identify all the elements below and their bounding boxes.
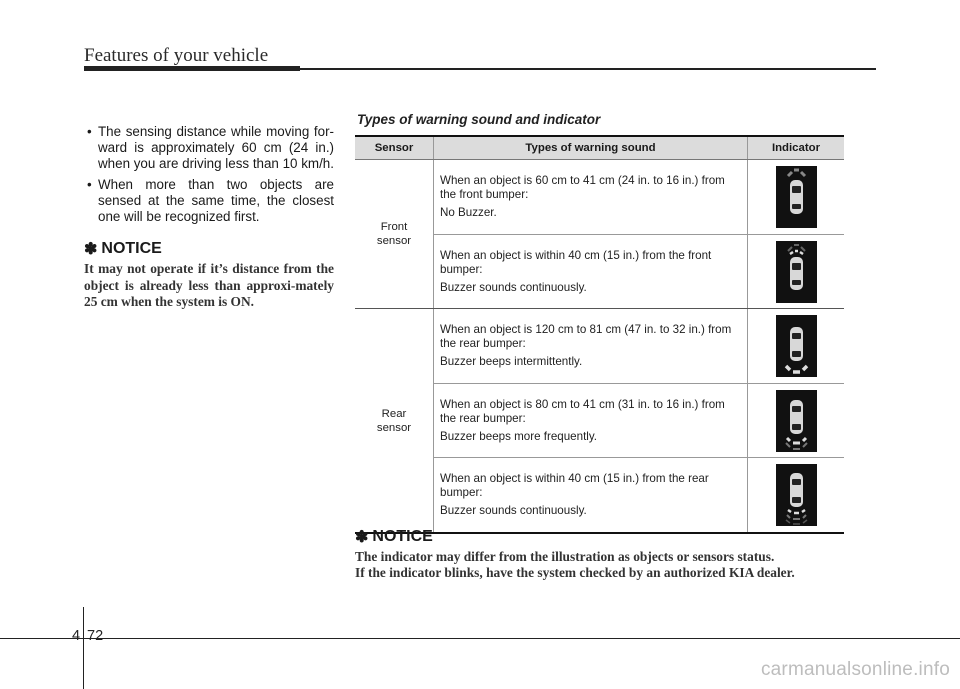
left-column [84, 124, 334, 311]
watermark: carmanualsonline.info [760, 659, 950, 680]
bullet-dot-icon: • [87, 124, 92, 139]
notice-asterisk-icon: ✽ [84, 241, 98, 258]
bullet-item: • The sensing distance while moving for-ward is approximately 60 cm (24 in.) when you are driving less than 10 km/h. [87, 124, 334, 171]
notice-bottom [355, 527, 855, 581]
table-row [355, 160, 844, 235]
bullet-item: • When more than two objects are sensed at the same time, the closest one will be recognized first. [87, 177, 334, 224]
indicator-cell [748, 384, 845, 458]
sound-cell: When an object is within 40 cm (15 in.) from the front bumper: Buzzer sounds continuously. [434, 235, 748, 309]
car-rear-zone-outer-icon [776, 315, 817, 377]
header-rule-thin [300, 68, 876, 70]
notice-title: NOTICE [372, 528, 433, 545]
indicator-cell [748, 458, 845, 534]
notice-line: If the indicator blinks, have the system checked by an authorized KIA dealer. [355, 565, 795, 580]
section-title: Types of warning sound and indicator [357, 112, 601, 127]
sensor-cell-front: Front sensor [355, 160, 434, 309]
notice-heading [84, 239, 334, 259]
car-rear-zone-inner-icon [776, 464, 817, 526]
page-number: 72 [87, 628, 104, 644]
indicator-cell [748, 235, 845, 309]
sound-cell: When an object is 120 cm to 81 cm (47 in. to 32 in.) from the rear bumper: Buzzer beeps intermittently. [434, 309, 748, 384]
indicator-cell [748, 309, 845, 384]
sound-cell: When an object is 80 cm to 41 cm (31 in. to 16 in.) from the rear bumper: Buzzer beeps more frequently. [434, 384, 748, 458]
sound-cell: When an object is 60 cm to 41 cm (24 in. to 16 in.) from the front bumper: No Buzzer. [434, 160, 748, 235]
notice-text: It may not operate if it’s distance from the object is already less than approxi-mately 25 cm when the system is ON. [84, 261, 334, 309]
warning-table [355, 135, 844, 534]
footer-divider [83, 607, 84, 689]
notice-heading [355, 527, 855, 547]
car-front-zone-inner-icon [776, 241, 817, 303]
notice-asterisk-icon: ✽ [355, 529, 369, 546]
header-rule-thick [84, 66, 300, 71]
chapter-number: 4 [72, 628, 81, 644]
bullet-list [84, 124, 334, 225]
indicator-cell [748, 160, 845, 235]
column-header-sensor: Sensor [355, 136, 434, 160]
table-header-row [355, 136, 844, 160]
column-header-sound: Types of warning sound [434, 136, 748, 160]
bullet-dot-icon: • [87, 177, 92, 192]
notice-title: NOTICE [101, 240, 162, 257]
sound-cell: When an object is within 40 cm (15 in.) from the rear bumper: Buzzer sounds continuously. [434, 458, 748, 534]
notice-line: The indicator may differ from the illustration as objects or sensors status. [355, 549, 775, 564]
car-rear-zone-middle-icon [776, 390, 817, 452]
column-header-indicator: Indicator [748, 136, 845, 160]
car-front-zone-outer-icon [776, 166, 817, 228]
sensor-cell-rear: Rear sensor [355, 309, 434, 534]
footer-rule [0, 638, 960, 639]
page-header-title: Features of your vehicle [84, 45, 269, 66]
table-row [355, 309, 844, 384]
